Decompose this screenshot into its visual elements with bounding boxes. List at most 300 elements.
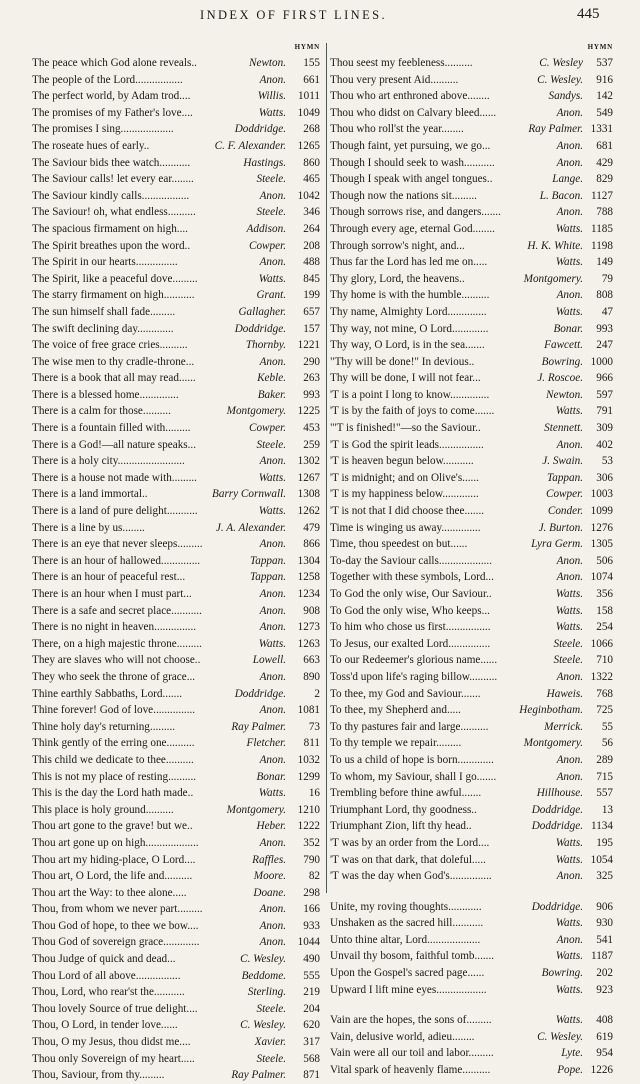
hymn-number: 2	[314, 687, 320, 700]
index-entry	[32, 337, 326, 354]
first-line-text: To us a child of hope is born.............	[330, 753, 494, 766]
hymn-number: 289	[596, 753, 613, 766]
first-line-text: 'T is God the spirit leads................	[330, 438, 484, 451]
hymn-number: 1302	[297, 455, 320, 468]
author-name: Anon.	[556, 753, 583, 766]
index-entry	[32, 619, 326, 636]
first-line-text: Thy name, Almighty Lord..............	[330, 305, 487, 318]
index-entry	[330, 802, 613, 819]
author-name: Tappan.	[250, 571, 286, 584]
first-line-text: To God the only wise, Who keeps...	[330, 604, 490, 617]
first-line-text: Thou art gone up on high...................	[32, 836, 199, 849]
index-entry	[330, 304, 613, 321]
hymn-number: 465	[303, 173, 320, 186]
hymn-number: 1262	[297, 505, 320, 518]
index-entry	[32, 453, 326, 470]
first-line-text: To-day the Saviour calls...................	[330, 554, 493, 567]
hymn-column-header: HYMN	[587, 43, 613, 51]
hymn-number: 298	[303, 886, 320, 899]
first-line-text: The peace which God alone reveals..	[32, 57, 197, 69]
index-entry	[32, 984, 326, 1001]
author-name: Barry Cornwall.	[212, 488, 286, 501]
hymn-number: 16	[308, 787, 320, 800]
hymn-number: 158	[596, 604, 613, 617]
index-entry	[32, 603, 326, 620]
hymn-number: 268	[303, 123, 320, 136]
author-name: J. Swain.	[542, 455, 583, 468]
author-name: Anon.	[259, 903, 286, 916]
hymn-number: 402	[596, 438, 613, 451]
index-entry	[32, 586, 326, 603]
section-gap	[330, 885, 613, 899]
first-line-text: The Spirit breathes upon the word..	[32, 239, 191, 252]
first-line-text: Thou who didst on Calvary bleed......	[330, 106, 497, 119]
first-line-text: 'T is my happiness below.............	[330, 488, 479, 501]
first-line-text: Thou who art enthroned above........	[330, 90, 490, 103]
author-name: C. Wesley	[539, 57, 583, 69]
author-name: Watts.	[555, 1014, 583, 1027]
first-line-text: The roseate hues of early..	[32, 139, 150, 152]
hymn-number: 73	[308, 720, 320, 733]
author-name: Pope.	[557, 1064, 583, 1077]
first-line-text: There is an hour of hallowed..............	[32, 554, 201, 567]
author-name: Watts.	[555, 256, 583, 269]
author-name: Watts.	[555, 222, 583, 235]
author-name: Doddridge.	[234, 123, 286, 136]
first-line-text: There is a book that all may read......	[32, 372, 196, 385]
first-line-text: Though faint, yet pursuing, we go...	[330, 139, 491, 152]
index-entry	[32, 204, 326, 221]
first-line-text: Through every age, eternal God........	[330, 222, 495, 235]
first-line-text: Upon the Gospel's sacred page......	[330, 967, 485, 980]
first-line-text: The Spirit in our hearts...............	[32, 256, 178, 269]
first-line-text: Thou Judge of quick and dead...	[32, 953, 176, 966]
hymn-number: 488	[303, 256, 320, 269]
author-name: Anon.	[259, 919, 286, 932]
hymn-number: 871	[303, 1069, 320, 1082]
first-line-text: The promises of my Father's love....	[32, 106, 193, 119]
hymn-number: 204	[303, 1002, 320, 1015]
author-name: Doddridge.	[531, 900, 583, 913]
first-line-text: Thine earthly Sabbaths, Lord.......	[32, 687, 183, 700]
first-line-text: Thou, Lord, who rear'st the...........	[32, 986, 185, 999]
left-entry-list	[32, 55, 326, 1084]
first-line-text: Thou who roll'st the year........	[330, 123, 464, 136]
author-name: Steele.	[553, 637, 583, 650]
author-name: Ray Palmer.	[528, 123, 583, 136]
first-line-text: The people of the Lord.................	[32, 73, 183, 86]
hymn-number: 845	[303, 272, 320, 285]
author-name: Watts.	[555, 588, 583, 600]
hymn-number: 725	[596, 704, 613, 717]
index-entry	[330, 271, 613, 288]
author-name: Montgomery.	[226, 803, 286, 816]
first-line-text: Though I should seek to wash...........	[330, 156, 495, 169]
index-entry	[32, 354, 326, 371]
author-name: C. Wesley.	[537, 1030, 583, 1043]
first-line-text: This child we dedicate to thee..........	[32, 753, 194, 766]
first-line-text: This is not my place of resting..........	[32, 770, 197, 783]
hymn-number: 811	[303, 737, 320, 750]
hymn-number: 208	[303, 239, 320, 252]
author-name: Anon.	[259, 604, 286, 617]
hymn-number: 142	[596, 90, 613, 103]
first-line-text: Unvail thy bosom, faithful tomb.......	[330, 950, 495, 963]
index-entry	[330, 899, 613, 916]
index-entry	[330, 603, 613, 620]
first-line-text: To Jesus, our exalted Lord...............	[330, 637, 491, 650]
index-entry	[32, 138, 326, 155]
author-name: Anon.	[259, 256, 286, 269]
hymn-number: 1049	[297, 106, 320, 119]
first-line-text: Thou, O Lord, in tender love......	[32, 1019, 178, 1032]
index-entry	[32, 188, 326, 205]
hymn-number: 479	[303, 521, 320, 534]
first-line-text: Trembling before thine awful.......	[330, 787, 482, 800]
first-line-text: The perfect world, by Adam trod....	[32, 90, 191, 103]
author-name: Watts.	[258, 106, 286, 119]
first-line-text: To whom, my Saviour, shall I go.......	[330, 770, 497, 783]
first-line-text: Thy way, not mine, O Lord.............	[330, 322, 489, 335]
author-name: Tappan.	[250, 554, 286, 567]
index-entry	[32, 1034, 326, 1051]
index-entry	[330, 387, 613, 404]
index-entry	[32, 105, 326, 122]
first-line-text: Toss'd upon life's raging billow..........	[330, 670, 498, 683]
index-entry	[32, 254, 326, 271]
author-name: Steele.	[256, 1052, 286, 1065]
hymn-number: 790	[303, 853, 320, 866]
hymn-number: 408	[596, 1014, 613, 1027]
first-line-text: Thou seest my feebleness..........	[330, 57, 473, 69]
index-entry	[330, 486, 613, 503]
first-line-text: To thee, my Shepherd and.....	[330, 704, 461, 717]
index-entry	[32, 238, 326, 255]
hymn-number: 619	[596, 1030, 613, 1043]
index-entry	[32, 752, 326, 769]
author-name: Fawcett.	[544, 339, 583, 352]
author-name: Watts.	[555, 950, 583, 963]
hymn-number: 1066	[590, 637, 613, 650]
index-entry	[330, 420, 613, 437]
author-name: Thornby.	[245, 339, 286, 352]
hymn-number: 860	[303, 156, 320, 169]
first-line-text: Thou art gone to the grave! but we..	[32, 820, 193, 833]
right-entry-list-u	[330, 899, 613, 999]
author-name: C. Wesley.	[240, 1019, 286, 1032]
index-entry	[330, 586, 613, 603]
author-name: Steele.	[553, 654, 583, 667]
index-entry	[330, 1045, 613, 1062]
section-gap	[330, 998, 613, 1012]
first-line-text: There is a safe and secret place...........	[32, 604, 202, 617]
first-line-text: Vain were all our toil and labor.........	[330, 1047, 494, 1060]
index-entry	[330, 204, 613, 221]
first-line-text: There is an hour when I must part...	[32, 588, 192, 600]
index-entry	[32, 885, 326, 902]
first-line-text: There is a fountain filled with.........	[32, 422, 191, 435]
index-entry	[330, 769, 613, 786]
first-line-text: Thine forever! God of love...............	[32, 704, 196, 717]
index-entry	[32, 171, 326, 188]
author-name: Lyte.	[561, 1047, 583, 1060]
author-name: Anon.	[259, 588, 286, 600]
author-name: Merrick.	[544, 720, 583, 733]
first-line-text: 'T was on that dark, that doleful.....	[330, 853, 486, 866]
hymn-number: 1000	[590, 355, 613, 368]
author-name: Bowring.	[541, 967, 583, 980]
first-line-text: There is a house not made with.........	[32, 471, 197, 484]
index-entry	[330, 337, 613, 354]
author-name: C. F. Alexander.	[214, 139, 286, 152]
hymn-number: 555	[303, 969, 320, 982]
hymn-number: 710	[596, 654, 613, 667]
hymn-number: 993	[596, 322, 613, 335]
hymn-number: 933	[303, 919, 320, 932]
index-entry	[330, 88, 613, 105]
author-name: Watts.	[555, 853, 583, 866]
author-name: Anon.	[556, 139, 583, 152]
hymn-number: 597	[596, 388, 613, 401]
first-line-text: Thou, O my Jesus, thou didst me....	[32, 1036, 191, 1049]
author-name: Hastings.	[243, 156, 286, 169]
hymn-number: 325	[596, 870, 613, 883]
hymn-number: 1221	[297, 339, 320, 352]
index-entry	[330, 619, 613, 636]
author-name: Heber.	[256, 820, 286, 833]
index-entry	[32, 702, 326, 719]
index-entry	[32, 636, 326, 653]
author-name: Anon.	[556, 289, 583, 302]
first-line-text: They are slaves who will not choose..	[32, 654, 201, 667]
author-name: Doddridge.	[531, 803, 583, 816]
first-line-text: To thy pastures fair and large..........	[330, 720, 489, 733]
index-entry	[330, 965, 613, 982]
hymn-number: 306	[596, 471, 613, 484]
author-name: Anon.	[259, 936, 286, 949]
first-line-text: To our Redeemer's glorious name......	[330, 654, 498, 667]
index-entry	[32, 503, 326, 520]
index-entry	[330, 835, 613, 852]
first-line-text: "Thy will be done!" In devious..	[330, 355, 475, 368]
author-name: Newton.	[546, 388, 583, 401]
index-entry	[32, 1001, 326, 1018]
index-entry	[330, 785, 613, 802]
hymn-number: 53	[601, 455, 613, 468]
first-line-text: The wise men to thy cradle-throne...	[32, 355, 195, 368]
first-line-text: Triumphant Lord, thy goodness..	[330, 803, 477, 816]
author-name: Ray Palmer.	[231, 1069, 286, 1082]
index-entry	[330, 520, 613, 537]
index-entry	[32, 72, 326, 89]
index-entry	[32, 553, 326, 570]
first-line-text: Though now the nations sit.........	[330, 189, 477, 202]
first-line-text: The Spirit, like a peaceful dove.........	[32, 272, 198, 285]
hymn-number: 506	[596, 554, 613, 567]
author-name: Anon.	[259, 355, 286, 368]
first-line-text: There is no night in heaven...............	[32, 621, 197, 634]
hymn-number: 490	[303, 953, 320, 966]
first-line-text: Vain, delusive world, adieu........	[330, 1030, 475, 1043]
index-entry	[330, 719, 613, 736]
hymn-number: 1305	[590, 538, 613, 551]
hymn-number: 202	[596, 967, 613, 980]
author-name: Steele.	[256, 206, 286, 219]
first-line-text: Thou art the Way: to thee alone.....	[32, 886, 187, 899]
index-entry	[32, 486, 326, 503]
author-name: Steele.	[256, 173, 286, 186]
first-line-text: Though I speak with angel tongues..	[330, 173, 493, 186]
index-entry	[330, 686, 613, 703]
index-entry	[32, 951, 326, 968]
first-line-text: Thou very present Aid..........	[330, 73, 459, 86]
index-entry	[32, 818, 326, 835]
hymn-number: 13	[601, 803, 613, 816]
index-entry	[330, 105, 613, 122]
first-line-text: The Saviour bids thee watch...........	[32, 156, 191, 169]
hymn-number: 916	[596, 73, 613, 86]
index-entry	[330, 321, 613, 338]
first-line-text: The Saviour! oh, what endless..........	[32, 206, 196, 219]
author-name: Lyra Germ.	[531, 538, 583, 551]
author-name: Montgomery.	[226, 405, 286, 418]
author-name: Doane.	[253, 886, 286, 899]
author-name: Anon.	[259, 189, 286, 202]
author-name: Cowper.	[546, 488, 583, 501]
index-entry	[32, 968, 326, 985]
hymn-number: 56	[601, 737, 613, 750]
author-name: Heginbotham.	[519, 704, 583, 717]
index-entry	[32, 536, 326, 553]
hymn-number: 149	[596, 256, 613, 269]
author-name: L. Bacon.	[539, 189, 583, 202]
author-name: Anon.	[556, 670, 583, 683]
hymn-number: 1234	[297, 588, 320, 600]
index-entry	[32, 520, 326, 537]
hymn-number: 808	[596, 289, 613, 302]
hymn-number: 681	[596, 139, 613, 152]
hymn-number: 429	[596, 156, 613, 169]
first-line-text: The swift declining day.............	[32, 322, 174, 335]
hymn-number: 890	[303, 670, 320, 683]
author-name: Anon.	[259, 670, 286, 683]
index-entry	[32, 221, 326, 238]
author-name: Watts.	[258, 787, 286, 800]
index-entry	[330, 702, 613, 719]
author-name: Sandys.	[548, 90, 583, 103]
author-name: Steele.	[256, 438, 286, 451]
first-line-text: To thy temple we repair.........	[330, 737, 462, 750]
first-line-text: Thou, from whom we never part.........	[32, 903, 203, 916]
hymn-number: 264	[303, 222, 320, 235]
hymn-number: 309	[596, 422, 613, 435]
index-entry	[330, 818, 613, 835]
hymn-number: 1267	[297, 471, 320, 484]
first-line-text: 'T is a point I long to know..............	[330, 388, 490, 401]
index-entry	[32, 918, 326, 935]
hymn-number: 908	[303, 604, 320, 617]
index-entry	[330, 852, 613, 869]
index-entry	[330, 155, 613, 172]
index-entry	[330, 636, 613, 653]
author-name: Anon.	[556, 554, 583, 567]
hymn-number: 557	[596, 787, 613, 800]
author-name: Tappan.	[547, 471, 583, 484]
page-title: INDEX OF FIRST LINES.	[200, 8, 387, 22]
hymn-number: 1185	[591, 222, 613, 235]
hymn-number: 1134	[591, 820, 613, 833]
index-entry	[32, 785, 326, 802]
hymn-number: 317	[303, 1036, 320, 1049]
index-entry	[330, 868, 613, 885]
author-name: Willis.	[257, 90, 286, 103]
hymn-number: 82	[308, 870, 320, 883]
hymn-number: 715	[596, 770, 613, 783]
first-line-text: Unite, my roving thoughts............	[330, 900, 482, 913]
hymn-number: 290	[303, 355, 320, 368]
first-line-text: There is a calm for those..........	[32, 405, 171, 418]
index-entry	[330, 503, 613, 520]
hymn-number: 356	[596, 588, 613, 600]
index-entry	[32, 852, 326, 869]
first-line-text: Unto thine altar, Lord...................	[330, 933, 481, 946]
first-line-text: 'T is by the faith of joys to come.......	[330, 405, 495, 418]
hymn-number: 1258	[297, 571, 320, 584]
first-line-text: Upward I lift mine eyes..................	[330, 983, 487, 996]
author-name: Doddridge.	[531, 820, 583, 833]
hymn-number: 906	[596, 900, 613, 913]
index-entry	[32, 901, 326, 918]
author-name: Anon.	[259, 538, 286, 551]
author-name: Anon.	[556, 933, 583, 946]
author-name: Montgomery.	[523, 272, 583, 285]
author-name: H. K. White.	[527, 239, 583, 252]
index-entry	[32, 88, 326, 105]
index-entry	[32, 719, 326, 736]
index-entry	[330, 652, 613, 669]
first-line-text: There is an eye that never sleeps.........	[32, 538, 203, 551]
hymn-number: 155	[303, 57, 320, 69]
author-name: Beddome.	[241, 969, 286, 982]
index-entry	[32, 387, 326, 404]
first-line-text: The starry firmament on high...........	[32, 289, 195, 302]
index-entry	[32, 121, 326, 138]
index-entry	[330, 536, 613, 553]
author-name: Stennett.	[544, 422, 583, 435]
first-line-text: Thou art, O Lord, the life and..........	[32, 870, 193, 883]
first-line-text: Thou Lord of all above................	[32, 969, 181, 982]
author-name: Anon.	[556, 571, 583, 584]
first-line-text: Thou God of sovereign grace.............	[32, 936, 200, 949]
author-name: Watts.	[258, 471, 286, 484]
author-name: Doddridge.	[234, 322, 286, 335]
first-line-text: Thou lovely Source of true delight....	[32, 1002, 198, 1015]
hymn-number: 346	[303, 206, 320, 219]
author-name: Anon.	[259, 704, 286, 717]
first-line-text: Unshaken as the sacred hill...........	[330, 917, 484, 930]
first-line-text: 'T is midnight; and on Olive's......	[330, 471, 479, 484]
author-name: Bonar.	[553, 322, 583, 335]
author-name: Watts.	[555, 305, 583, 318]
author-name: Anon.	[259, 753, 286, 766]
index-entry	[330, 752, 613, 769]
first-line-text: 'T was the day when God's...............	[330, 870, 492, 883]
index-entry	[330, 188, 613, 205]
first-line-text: Vital spark of heavenly flame..........	[330, 1064, 491, 1077]
first-line-text: To him who chose us first................	[330, 621, 491, 634]
first-line-text: Though sorrows rise, and dangers.......	[330, 206, 501, 219]
hymn-number: 157	[303, 322, 320, 335]
